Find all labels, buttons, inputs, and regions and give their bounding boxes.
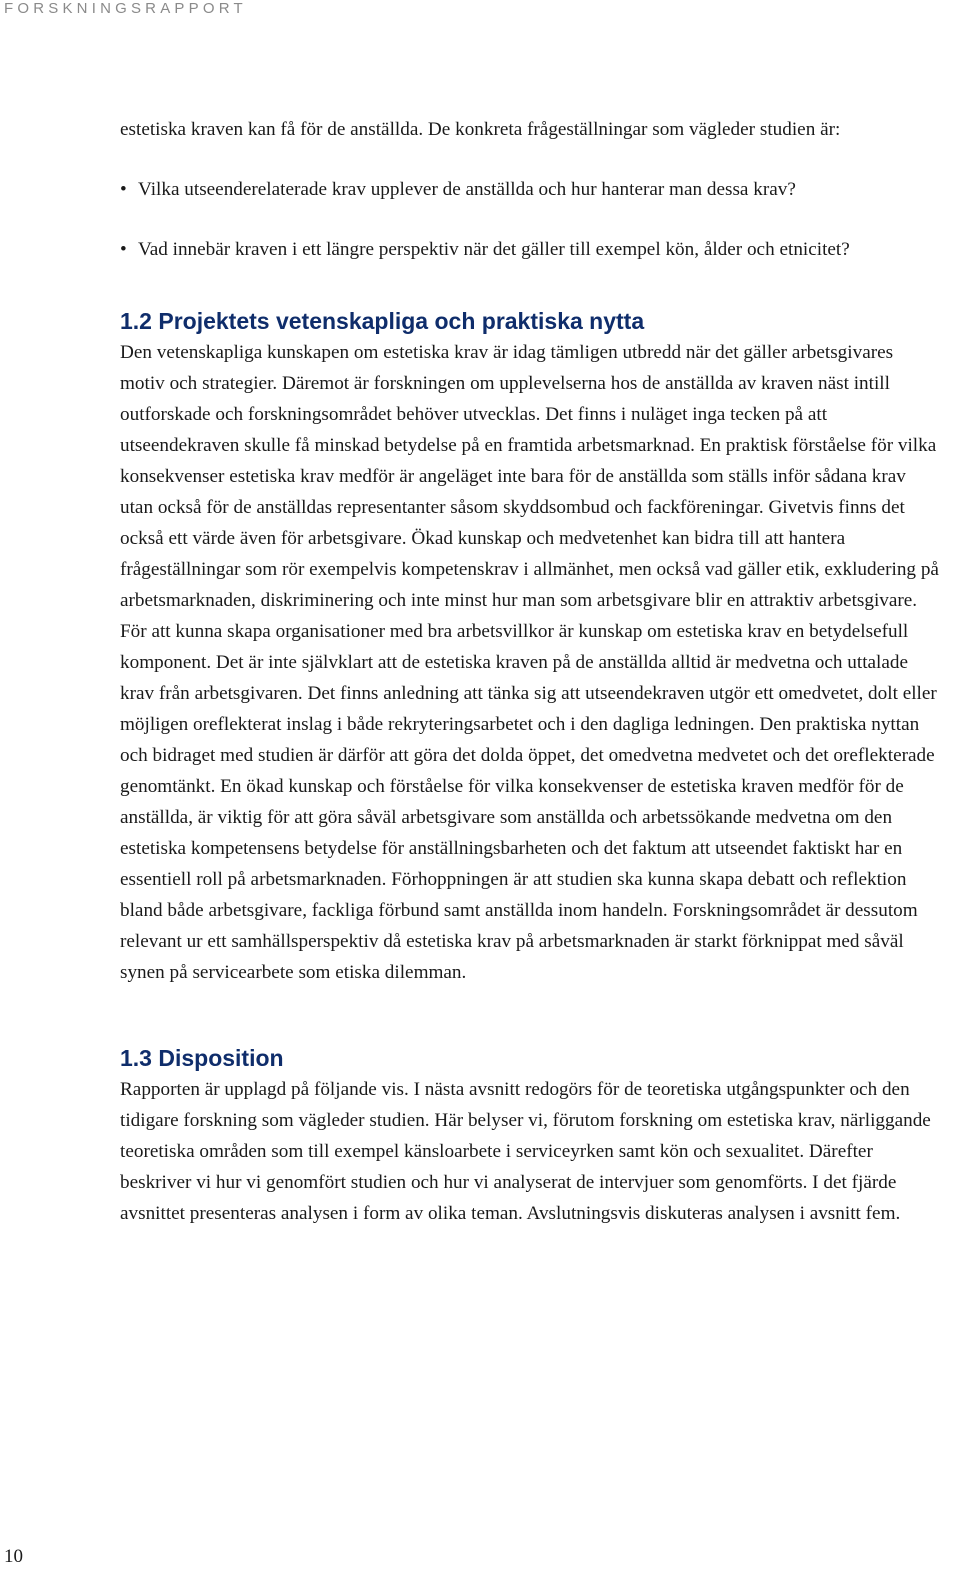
list-item — [120, 174, 940, 205]
page-content — [120, 114, 940, 1229]
intro-paragraph: estetiska kraven kan få för de anställda. De konkreta frågeställningar som vägleder studien är: — [120, 119, 841, 140]
section-1-2-paragraph: Den vetenskapliga kunskapen om estetiska krav är idag tämligen utbredd när det gäller arbetsgivares motiv och strategier. Däremot är forskningen om upplevelserna hos de anställda av kraven näst intill outforskade och forskningsområdet behöver utvecklas. Det finns i nuläget inga tecken på att utseendekraven skulle få minskad betydelse på en framtida arbetsmarknad. En praktisk förståelse för vilka konsekvenser estetiska krav medför är angeläget inte bara för de anställda som ställs inför sådana krav utan också för de anställdas representanter såsom skyddsombud och fackföreningar. Givetvis finns det också ett värde även för arbetsgivare. Ökad kunskap och medvetenhet kan bidra till att hantera frågeställningar som rör exempelvis kompetenskrav i allmänhet, men också vad gäller etik, exkludering på arbetsmarknaden, diskriminering och inte minst hur man som arbetsgivare blir en attraktiv arbetsgivare. För att kunna skapa organisationer med bra arbetsvillkor är kunskap om estetiska krav en betydelsefull komponent. Det är inte självklart att de estetiska kraven på de anställda alltid är medvetna och uttalade krav från arbetsgivaren. Det finns anledning att tänka sig att utseendekraven utgör ett omedvetet, dolt eller möjligen oreflekterat inslag i både rekryteringsarbetet och i den dagliga ledningen. Den praktiska nyttan och bidraget med studien är därför att göra det dolda öppet, det omedvetna medvetet och det oreflekterade genomtänkt. En ökad kunskap och förståelse för vilka konsekvenser de estetiska kraven medför för de anställda, är viktig för att göra såväl arbetsgivare som anställda och arbetssökande medvetna om den estetiska kompetensens betydelse för anställningsbarheten och det faktum att utseendet faktiskt har en essentiell roll på arbetsmarknaden. Förhoppningen är att studien ska kunna skapa debatt och reflektion bland både arbetsgivare, fackliga förbund samt anställda inom handeln. Forskningsområdet är dessutom relevant ur ett samhällsperspektiv då estetiska krav på arbetsmarknaden är starkt förknippat med såväl synen på servicearbete som etiska dilemman. — [120, 342, 939, 983]
section-heading-1-2: 1.2 Projektets vetenskapliga och praktiska nytta — [120, 308, 645, 334]
bullet-icon: • — [120, 179, 127, 200]
list-item-text: Vad innebär kraven i ett längre perspektiv när det gäller till exempel kön, ålder och etnicitet? — [138, 239, 850, 260]
bullet-icon: • — [120, 239, 127, 260]
section-1-3-paragraph: Rapporten är upplagd på följande vis. I nästa avsnitt redogörs för de teoretiska utgångspunkter och den tidigare forskning som vägleder studien. Här belyser vi, förutom forskning om estetiska krav, närliggande teoretiska områden som till exempel känsloarbete i serviceyrken samt kön och sexualitet. Därefter beskriver vi hur vi genomfört studien och hur vi analyserat de intervjuer som genomförts. I det fjärde avsnittet presenteras analysen i form av olika teman. Avslutningsvis diskuteras analysen i avsnitt fem. — [120, 1079, 931, 1224]
page-number: 10 — [4, 1546, 23, 1567]
research-questions-list — [120, 174, 940, 265]
running-header: FORSKNINGSRAPPORT — [4, 0, 247, 17]
section-heading-1-3: 1.3 Disposition — [120, 1045, 284, 1071]
list-item — [120, 234, 940, 265]
list-item-text: Vilka utseenderelaterade krav upplever de anställda och hur hanterar man dessa krav? — [138, 179, 796, 200]
